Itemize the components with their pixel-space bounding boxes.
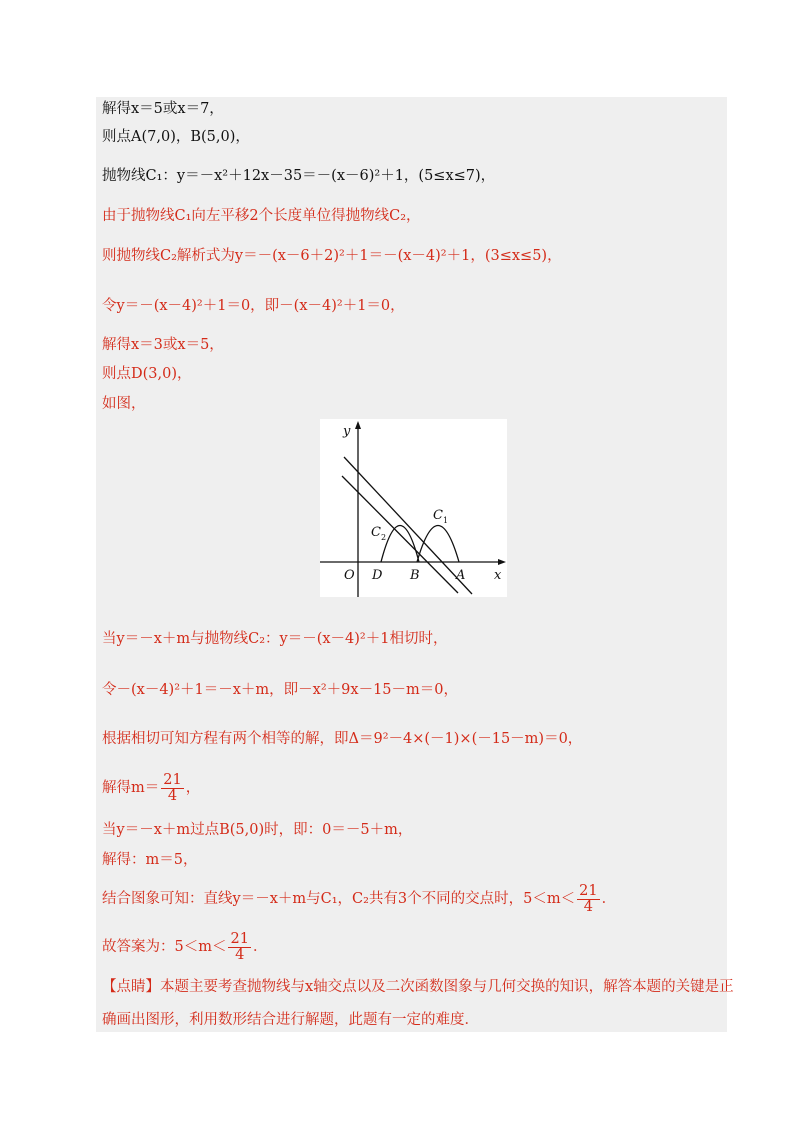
- curve-c1-label: C: [433, 508, 443, 523]
- fraction-denominator: 4: [583, 898, 593, 915]
- key-point-line: 【点睛】本题主要考查抛物线与x轴交点以及二次函数图象与几何交换的知识，解答本题的关键是正: [102, 979, 734, 995]
- answer-line: [102, 929, 267, 965]
- tangent-line: [344, 457, 472, 594]
- solution-line: 解得：m＝5，: [102, 852, 198, 868]
- curve-c2-subscript: 2: [381, 533, 387, 542]
- figure-svg: [320, 419, 507, 597]
- curve-c2-label: C: [371, 525, 381, 540]
- point-b-label: B: [410, 568, 420, 583]
- fraction-denominator: 4: [235, 946, 245, 963]
- fraction: [577, 884, 599, 915]
- fraction-numerator: 21: [163, 771, 182, 788]
- combine-line: [102, 881, 616, 917]
- fraction: [161, 773, 183, 804]
- origin-label: O: [344, 568, 355, 583]
- x-axis-label: x: [494, 568, 502, 583]
- fraction-denominator: 4: [167, 787, 178, 804]
- parabola-c1: [417, 526, 459, 563]
- solution-line: 则点A(7,0)，B(5,0)，: [102, 129, 250, 145]
- solution-line: 则抛物线C₂解析式为y＝－(x－6＋2)²＋1＝－(x－4)²＋1，(3≤x≤5)，: [102, 248, 562, 264]
- fraction-numerator: 21: [579, 882, 598, 899]
- solve-m-suffix: ，: [185, 780, 201, 796]
- answer-prefix: 故答案为：5＜m＜: [102, 939, 227, 955]
- solution-line: 抛物线C₁：y＝－x²＋12x－35＝－(x－6)²＋1，(5≤x≤7)，: [102, 168, 496, 184]
- y-axis-label: y: [343, 424, 351, 439]
- curve-c1-subscript: 1: [443, 516, 449, 525]
- key-point-line: 确画出图形，利用数形结合进行解题，此题有一定的难度．: [102, 1012, 479, 1028]
- solution-line: 令y＝－(x－4)²＋1＝0，即－(x－4)²＋1＝0，: [102, 298, 405, 314]
- fraction-numerator: 21: [230, 930, 249, 947]
- point-d-label: D: [372, 568, 383, 583]
- y-axis-arrow: [355, 421, 361, 429]
- solution-line: 如图，: [102, 396, 146, 412]
- solution-line: 由于抛物线C₁向左平移2个长度单位得抛物线C₂，: [102, 208, 421, 224]
- answer-suffix: ．: [252, 939, 268, 955]
- solution-line: 令－(x－4)²＋1＝－x＋m，即－x²＋9x－15－m＝0，: [102, 682, 458, 698]
- parabola-figure: [320, 419, 507, 597]
- combine-suffix: ．: [601, 891, 617, 907]
- solution-line: 当y＝－x＋m与抛物线C₂：y＝－(x－4)²＋1相切时，: [102, 631, 448, 647]
- combine-prefix: 结合图象可知：直线y＝－x＋m与C₁，C₂共有3个不同的交点时，5＜m＜: [102, 891, 576, 907]
- solution-line: 解得x＝5或x＝7，: [102, 101, 224, 117]
- solution-line: 解得x＝3或x＝5，: [102, 337, 224, 353]
- line-through-b: [342, 476, 458, 593]
- point-a-label: A: [456, 568, 466, 583]
- solution-line: 当y＝－x＋m过点B(5,0)时，即：0＝－5＋m，: [102, 822, 413, 838]
- solve-m-line: [102, 770, 200, 806]
- fraction: [228, 932, 250, 963]
- solution-line: 根据相切可知方程有两个相等的解，即Δ＝9²－4×(－1)×(－15－m)＝0，: [102, 731, 583, 747]
- x-axis-arrow: [498, 559, 506, 565]
- solve-m-prefix: 解得m＝: [102, 780, 160, 796]
- solution-line: 则点D(3,0)，: [102, 366, 192, 382]
